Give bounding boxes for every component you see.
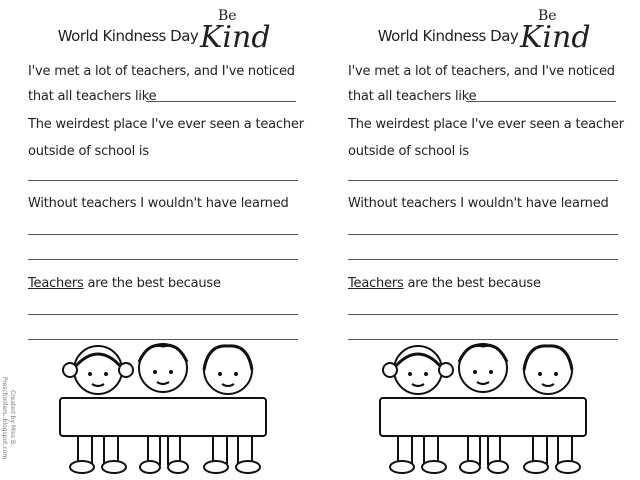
kids-holding-sign-illustration — [368, 340, 598, 475]
prompt-line-2: that all teachers like — [348, 89, 477, 104]
credit-line-1: Created by Miss B. — [9, 390, 16, 446]
credit-line-2: Preschoolers..blogspot.com — [1, 376, 8, 460]
answer-blank[interactable] — [146, 101, 296, 102]
prompt-line-6 — [348, 276, 541, 291]
prompt-line-4: outside of school is — [28, 144, 149, 159]
answer-blank[interactable] — [28, 234, 298, 235]
worksheet-title: World Kindness Day — [57, 27, 199, 45]
worksheet-title: World Kindness Day — [377, 27, 519, 45]
be-kind-logo — [516, 8, 591, 60]
answer-blank[interactable] — [348, 180, 618, 181]
answer-blank[interactable] — [348, 314, 618, 315]
worksheet-left — [18, 0, 308, 480]
logo-kind: Kind — [200, 20, 271, 55]
prompt-line-5: Without teachers I wouldn't have learned — [348, 196, 609, 211]
prompt-line-3: The weirdest place I've ever seen a teacher — [348, 117, 624, 132]
answer-blank[interactable] — [28, 259, 298, 260]
prompt-line-1: I've met a lot of teachers, and I've noticed — [28, 64, 295, 79]
answer-blank[interactable] — [28, 314, 298, 315]
answer-blank[interactable] — [466, 101, 616, 102]
worksheet-right — [338, 0, 628, 480]
underlined-word: Teachers — [28, 276, 84, 291]
prompt-line-2: that all teachers like — [28, 89, 157, 104]
prompt-line-3: The weirdest place I've ever seen a teacher — [28, 117, 304, 132]
prompt-rest: are the best because — [83, 276, 221, 291]
logo-be: Be — [538, 8, 557, 24]
prompt-rest: are the best because — [403, 276, 541, 291]
logo-be: Be — [218, 8, 237, 24]
prompt-line-5: Without teachers I wouldn't have learned — [28, 196, 289, 211]
prompt-line-6 — [28, 276, 221, 291]
prompt-line-4: outside of school is — [348, 144, 469, 159]
answer-blank[interactable] — [28, 180, 298, 181]
kids-holding-sign-illustration — [48, 340, 278, 475]
be-kind-logo — [196, 8, 271, 60]
logo-kind: Kind — [520, 20, 591, 55]
credit-text — [0, 358, 16, 478]
underlined-word: Teachers — [348, 276, 404, 291]
answer-blank[interactable] — [348, 234, 618, 235]
answer-blank[interactable] — [348, 259, 618, 260]
prompt-line-1: I've met a lot of teachers, and I've noticed — [348, 64, 615, 79]
